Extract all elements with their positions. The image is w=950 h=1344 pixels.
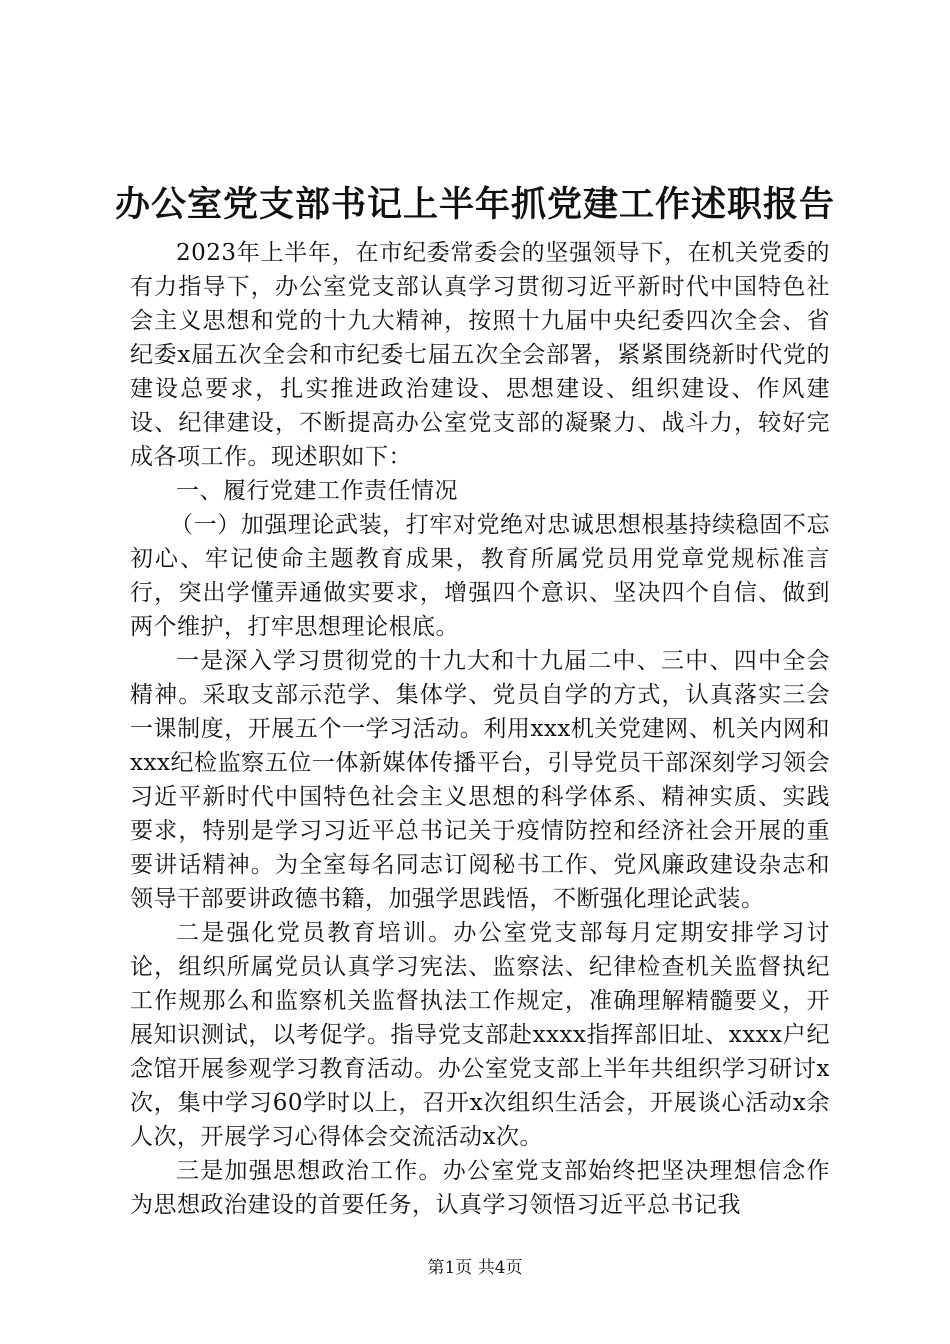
paragraph-item-1: 一是深入学习贯彻党的十九大和十九届二中、三中、四中全会精神。采取支部示范学、集体学、党员自学的方式，认真落实三会一课制度，开展五个一学习活动。利用xxx机关党建网、机关内网和xxx纪检监察五位一体新媒体传播平台，引导党员干部深刻学习领会习近平新时代中国特色社会主义思想的科学体系、精神实质、实践要求，特别是学习习近平总书记关于疫情防控和经济社会开展的重要讲话精神。为全室每名同志订阅秘书工作、党风廉政建设杂志和领导干部要讲政德书籍，加强学思践悟，不断强化理论武装。 <box>130 648 830 912</box>
document-title: 办公室党支部书记上半年抓党建工作述职报告 <box>114 184 835 225</box>
paragraph-item-3: 三是加强思想政治工作。办公室党支部始终把坚决理想信念作为思想政治建设的首要任务，认真学习领悟习近平总书记我 <box>130 1158 830 1218</box>
section-heading-1: 一、履行党建工作责任情况 <box>176 478 458 504</box>
subsection-heading-1: （一）加强理论武装，打牢对党绝对忠诚思想根基持续稳固不忘初心、牢记使命主题教育成果，教育所属党员用党章党规标准言行，突出学懂弄通做实要求，增强四个意识、坚决四个自信、做到两个维护，打牢思想理论根底。 <box>130 512 830 640</box>
page-footer: 第1页 共4页 <box>427 1258 523 1278</box>
document-body <box>130 236 830 1222</box>
paragraph-item-2: 二是强化党员教育培训。办公室党支部每月定期安排学习讨论，组织所属党员认真学习宪法、监察法、纪律检查机关监督执纪工作规那么和监察机关监督执法工作规定，准确理解精髓要义，开展知识测试，以考促学。指导党支部赴xxxx指挥部旧址、xxxx户纪念馆开展参观学习教育活动。办公室党支部上半年共组织学习研讨x次，集中学习60学时以上，召开x次组织生活会，开展谈心活动x余人次，开展学习心得体会交流活动x次。 <box>130 920 830 1150</box>
paragraph-intro: 2023年上半年，在市纪委常委会的坚强领导下，在机关党委的有力指导下，办公室党支部认真学习贯彻习近平新时代中国特色社会主义思想和党的十九大精神，按照十九届中央纪委四次全会、省纪委x届五次全会和市纪委七届五次全会部署，紧紧围绕新时代党的建设总要求，扎实推进政治建设、思想建设、组织建设、作风建设、纪律建设，不断提高办公室党支部的凝聚力、战斗力，较好完成各项工作。现述职如下： <box>130 240 830 470</box>
